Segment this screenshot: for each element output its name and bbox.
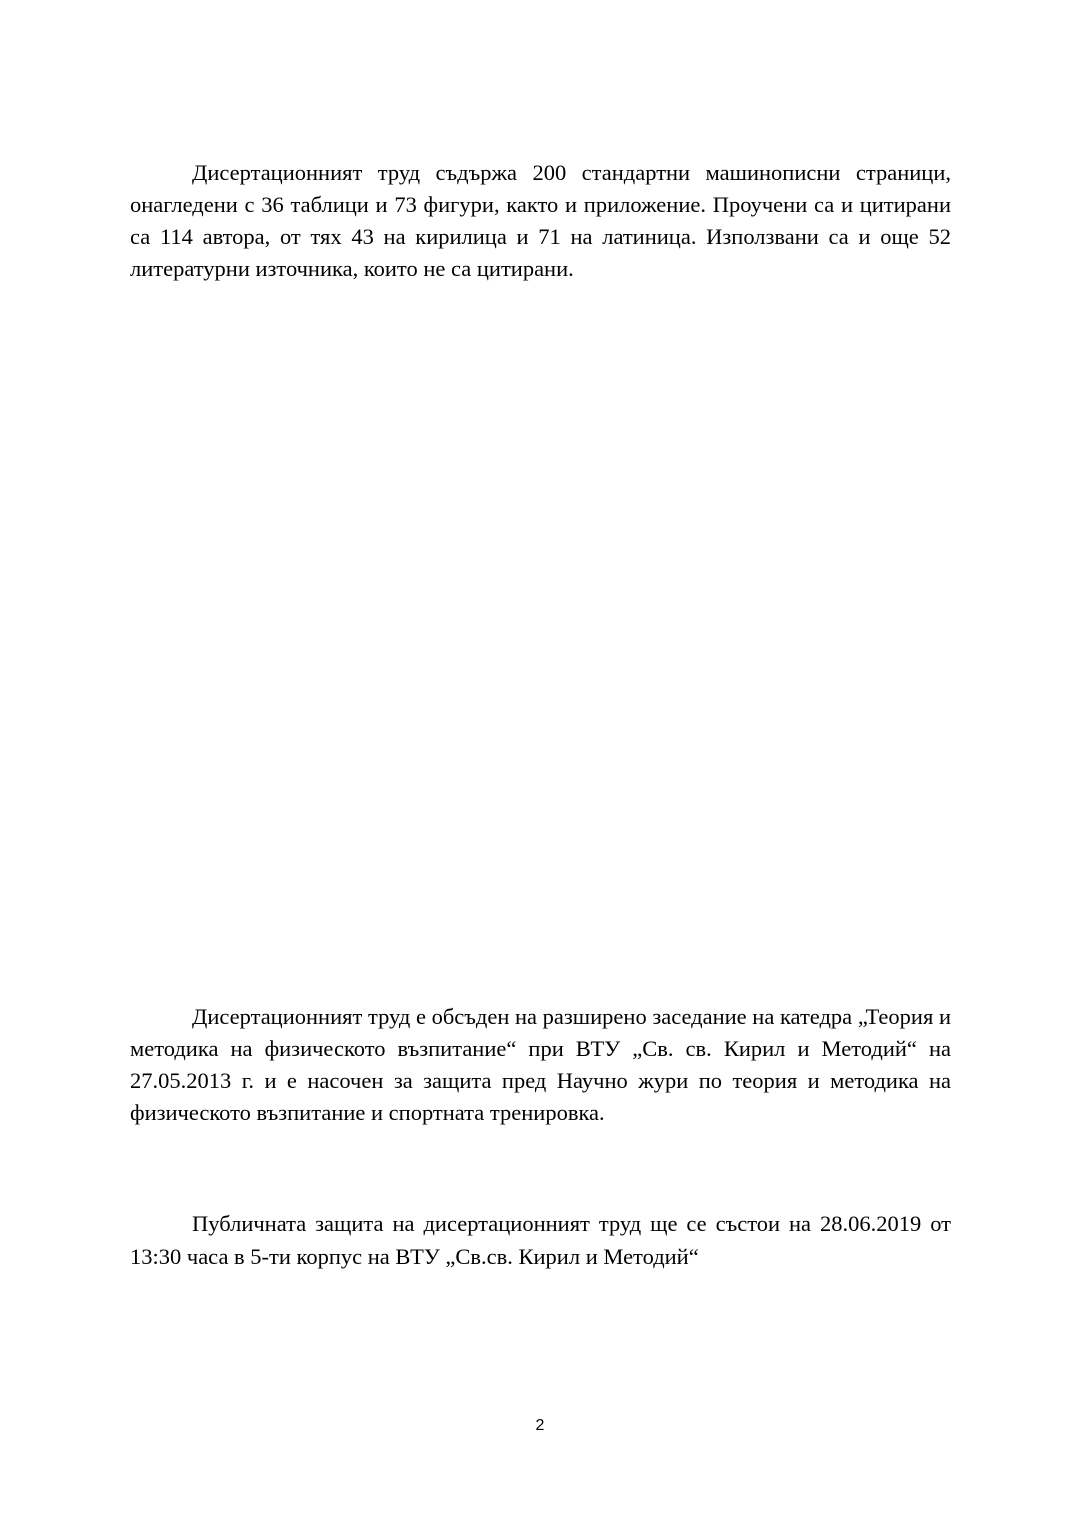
paragraph-public-defense: Публичната защита на дисертационният труд ще се състои на 28.06.2019 от 13:30 часа в 5-ти корпус на ВТУ „Св.св. Кирил и Методий“ xyxy=(130,1211,951,1269)
paragraph-department-discussion: Дисертационният труд е обсъден на разширено заседание на катедра „Теория и методика на физическото възпитание“ при ВТУ „Св. св. Кирил и Методий“ на 27.05.2013 г. и е насочен за защита пред Научно жури по теория и методика на физическото възпитание и спортната тренировка. xyxy=(130,1004,951,1125)
page-number: 2 xyxy=(535,1417,545,1434)
paragraph-dissertation-summary: Дисертационният труд съдържа 200 стандартни машинописни страници, онагледени с 36 таблици и 73 фигури, както и приложение. Проучени са и цитирани са 114 автора, от тях 43 на кирилица и 71 на латиница. Използвани са и още 52 литературни източника, които не са цитирани. xyxy=(130,160,951,281)
